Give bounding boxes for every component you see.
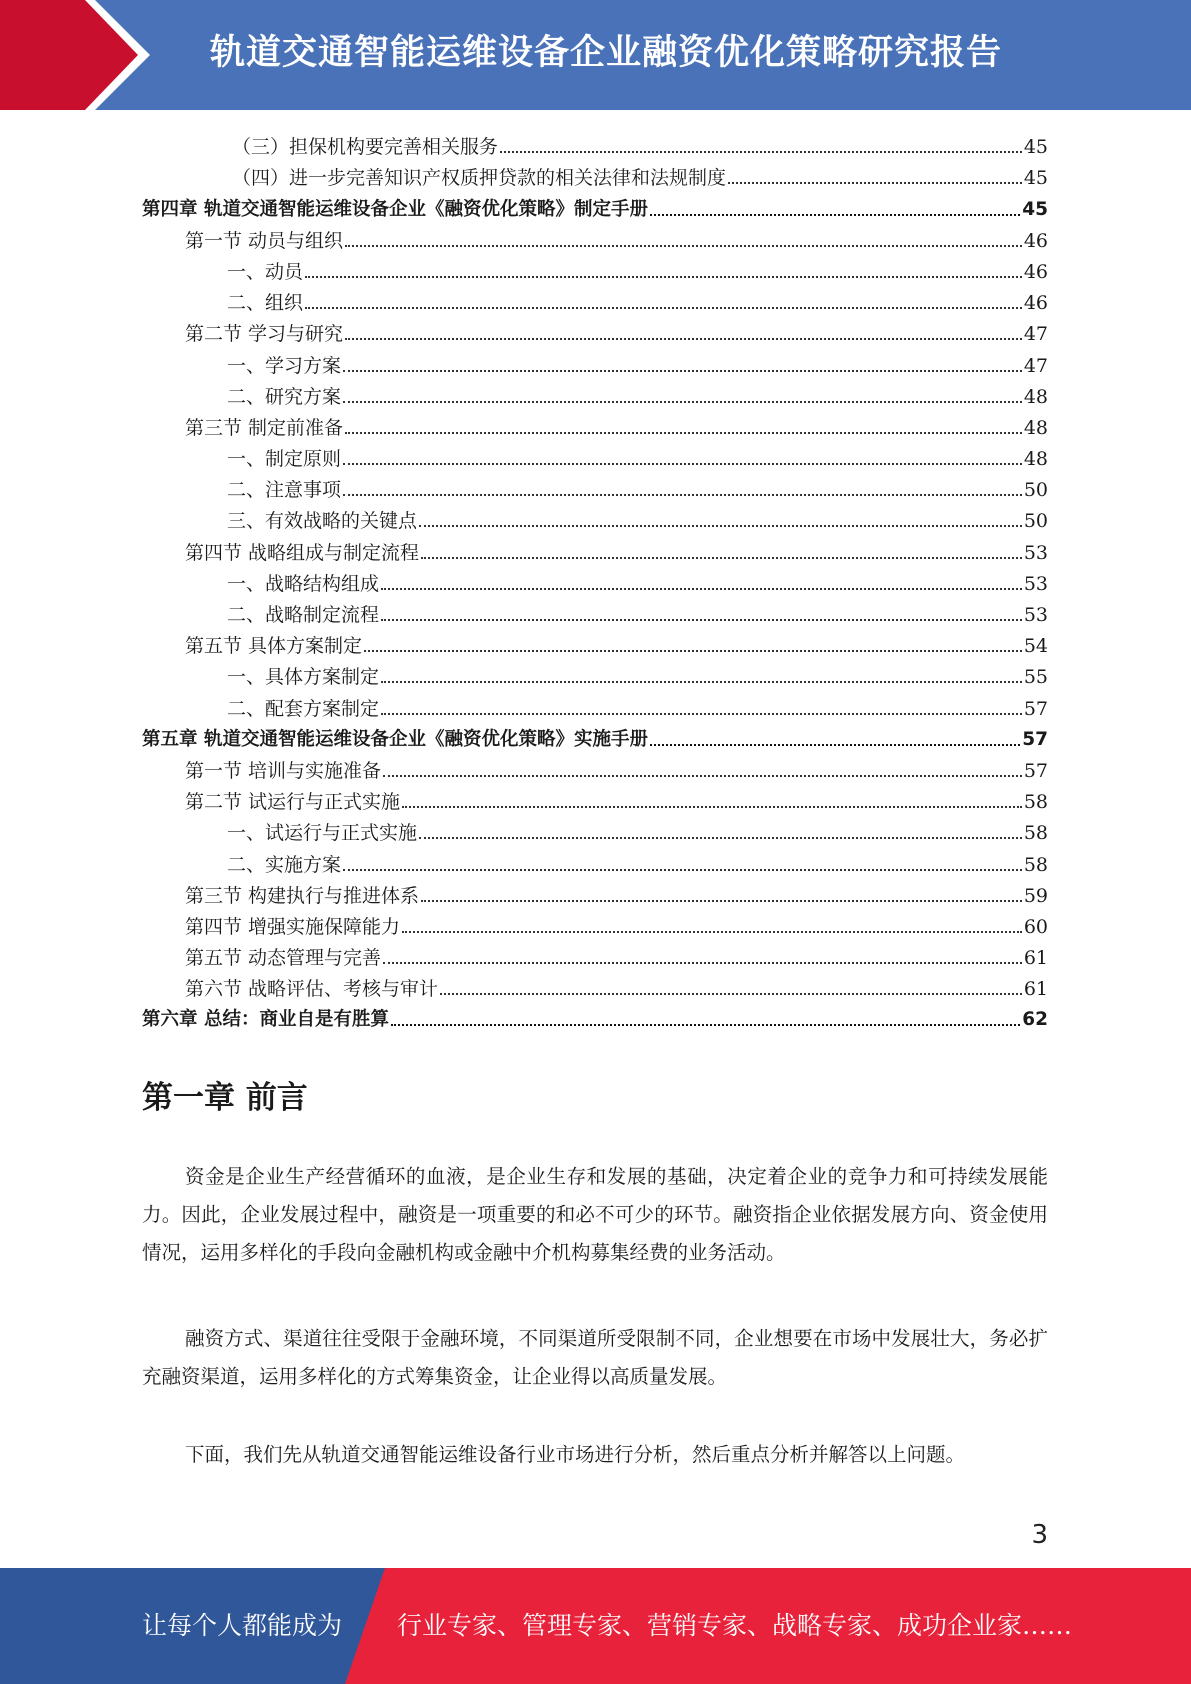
toc-page: 47 [1023, 323, 1048, 346]
toc-entry[interactable] [142, 596, 1048, 627]
toc-page: 54 [1023, 635, 1048, 658]
toc-page: 46 [1023, 292, 1048, 315]
body-paragraph: 融资方式、渠道往往受限于金融环境，不同渠道所受限制不同，企业想要在市场中发展壮大，务必扩充融资渠道，运用多样化的方式筹集资金，让企业得以高质量发展。 [142, 1327, 1048, 1388]
toc-page: 57 [1022, 728, 1048, 750]
toc-leader [650, 744, 1020, 746]
toc-entry[interactable] [142, 814, 1048, 845]
toc-page: 57 [1023, 697, 1048, 720]
toc-label: （三）担保机构要完善相关服务 [232, 136, 499, 159]
toc-label: 第三节 制定前准备 [185, 416, 344, 439]
toc-page: 60 [1023, 915, 1048, 938]
toc-label: 第一节 培训与实施准备 [185, 759, 382, 782]
toc-label: 一、战略结构组成 [227, 572, 380, 595]
toc-label: 二、配套方案制定 [227, 697, 380, 720]
toc-section-entry[interactable] [142, 222, 1048, 253]
toc-label: 第四节 战略组成与制定流程 [185, 541, 420, 564]
toc-leader [421, 900, 1022, 902]
toc-leader [381, 681, 1022, 683]
toc-leader [650, 214, 1020, 216]
toc-page: 48 [1023, 385, 1048, 408]
toc-page: 46 [1023, 260, 1048, 283]
toc-page: 59 [1023, 884, 1048, 907]
toc-leader [440, 993, 1022, 995]
toc-section-entry[interactable] [142, 939, 1048, 970]
toc-leader [345, 245, 1022, 247]
toc-label: 二、研究方案 [227, 385, 342, 408]
toc-entry[interactable] [142, 565, 1048, 596]
toc-page: 58 [1023, 791, 1048, 814]
toc-leader [305, 307, 1022, 309]
toc-entry[interactable] [142, 440, 1048, 471]
toc-entry[interactable] [142, 253, 1048, 284]
table-of-contents [142, 128, 1048, 1032]
toc-leader [343, 494, 1022, 496]
toc-leader [402, 806, 1022, 808]
toc-label: 第二节 学习与研究 [185, 323, 344, 346]
toc-leader [381, 713, 1022, 715]
toc-entry[interactable] [142, 502, 1048, 533]
toc-page: 45 [1023, 136, 1048, 159]
toc-chapter-entry[interactable] [142, 721, 1048, 752]
toc-chapter-entry[interactable] [142, 1001, 1048, 1032]
toc-leader [343, 401, 1022, 403]
toc-leader [728, 182, 1022, 184]
footer-slogan-left: 让每个人都能成为 [142, 1611, 343, 1640]
header-chevron-decoration [0, 0, 170, 110]
toc-page: 61 [1023, 978, 1048, 1001]
toc-label: 第四节 增强实施保障能力 [185, 915, 401, 938]
toc-label: 三、有效战略的关键点 [227, 510, 418, 533]
toc-label: 一、具体方案制定 [227, 666, 380, 689]
toc-leader [345, 432, 1022, 434]
toc-page: 61 [1023, 947, 1048, 970]
toc-page: 53 [1023, 604, 1048, 626]
toc-leader [364, 650, 1022, 652]
toc-page: 47 [1023, 354, 1048, 377]
toc-entry[interactable] [142, 845, 1048, 876]
body-paragraph: 下面，我们先从轨道交通智能运维设备行业市场进行分析，然后重点分析并解答以上问题。 [185, 1443, 966, 1466]
toc-leader [383, 962, 1022, 964]
toc-leader [391, 1024, 1020, 1026]
toc-entry[interactable] [142, 159, 1048, 190]
toc-label: 第五节 动态管理与完善 [185, 947, 382, 970]
toc-page: 46 [1023, 229, 1048, 252]
toc-entry[interactable] [142, 378, 1048, 409]
toc-leader [343, 869, 1022, 871]
toc-leader [343, 463, 1022, 465]
toc-leader [421, 557, 1022, 559]
toc-leader [419, 525, 1022, 527]
toc-label: 第五节 具体方案制定 [185, 635, 363, 658]
toc-label: 一、试运行与正式实施 [227, 822, 418, 845]
toc-page: 50 [1023, 479, 1048, 502]
toc-label: 一、制定原则 [227, 448, 342, 471]
toc-page: 53 [1023, 541, 1048, 564]
toc-leader [402, 931, 1022, 933]
toc-label: 第三节 构建执行与推进体系 [185, 884, 420, 907]
page-number: 3 [1031, 1520, 1048, 1550]
toc-label: 第一节 动员与组织 [185, 229, 344, 252]
toc-leader [381, 588, 1022, 590]
toc-label: 二、战略制定流程 [227, 604, 380, 626]
toc-label: 二、注意事项 [227, 479, 342, 502]
toc-section-entry[interactable] [142, 627, 1048, 658]
toc-leader [305, 276, 1022, 278]
chapter-heading: 第一章 前言 [142, 1080, 308, 1116]
toc-page: 58 [1023, 822, 1048, 845]
toc-section-entry[interactable] [142, 752, 1048, 783]
toc-label: 第六章 总结：商业自是有胜算 [142, 1009, 389, 1031]
report-title: 轨道交通智能运维设备企业融资优化策略研究报告 [210, 33, 1003, 73]
toc-section-entry[interactable] [142, 409, 1048, 440]
toc-label: 第四章 轨道交通智能运维设备企业《融资优化策略》制定手册 [142, 198, 648, 220]
footer-slogan-right: 行业专家、管理专家、营销专家、战略专家、成功企业家…… [397, 1611, 1073, 1640]
toc-entry[interactable] [142, 128, 1048, 159]
toc-leader [345, 338, 1022, 340]
toc-label: 第五章 轨道交通智能运维设备企业《融资优化策略》实施手册 [142, 728, 648, 750]
toc-leader [419, 837, 1022, 839]
toc-page: 48 [1023, 416, 1048, 439]
toc-entry[interactable] [142, 689, 1048, 720]
toc-section-entry[interactable] [142, 970, 1048, 1001]
toc-section-entry[interactable] [142, 783, 1048, 814]
toc-section-entry[interactable] [142, 315, 1048, 346]
toc-page: 57 [1023, 759, 1048, 782]
toc-page: 48 [1023, 448, 1048, 471]
toc-label: 二、实施方案 [227, 853, 342, 876]
toc-label: 二、组织 [227, 292, 304, 315]
toc-leader [383, 775, 1022, 777]
page-footer [0, 1568, 1191, 1684]
toc-page: 62 [1022, 1009, 1048, 1031]
toc-section-entry[interactable] [142, 533, 1048, 564]
toc-page: 55 [1023, 666, 1048, 689]
toc-page: 45 [1023, 167, 1048, 190]
toc-page: 53 [1023, 572, 1048, 595]
toc-label: （四）进一步完善知识产权质押贷款的相关法律和法规制度 [232, 167, 727, 190]
toc-section-entry[interactable] [142, 877, 1048, 908]
toc-entry[interactable] [142, 471, 1048, 502]
toc-leader [381, 619, 1022, 621]
toc-section-entry[interactable] [142, 908, 1048, 939]
toc-label: 第六节 战略评估、考核与审计 [185, 978, 439, 1001]
toc-chapter-entry[interactable] [142, 190, 1048, 221]
toc-label: 第二节 试运行与正式实施 [185, 791, 401, 814]
toc-leader [500, 151, 1022, 153]
toc-entry[interactable] [142, 284, 1048, 315]
toc-leader [343, 370, 1022, 372]
toc-label: 一、学习方案 [227, 354, 342, 377]
toc-page: 45 [1022, 198, 1048, 220]
page-header [0, 0, 1191, 110]
body-paragraph: 资金是企业生产经营循环的血液，是企业生存和发展的基础，决定着企业的竞争力和可持续发展能力。因此，企业发展过程中，融资是一项重要的和必不可少的环节。融资指企业依据发展方向、资金使用情况，运用多样化的手段向金融机构或金融中介机构募集经费的业务活动。 [142, 1165, 1048, 1264]
toc-page: 50 [1023, 510, 1048, 533]
toc-entry[interactable] [142, 346, 1048, 377]
toc-entry[interactable] [142, 658, 1048, 689]
toc-page: 58 [1023, 853, 1048, 876]
toc-label: 一、动员 [227, 260, 304, 283]
